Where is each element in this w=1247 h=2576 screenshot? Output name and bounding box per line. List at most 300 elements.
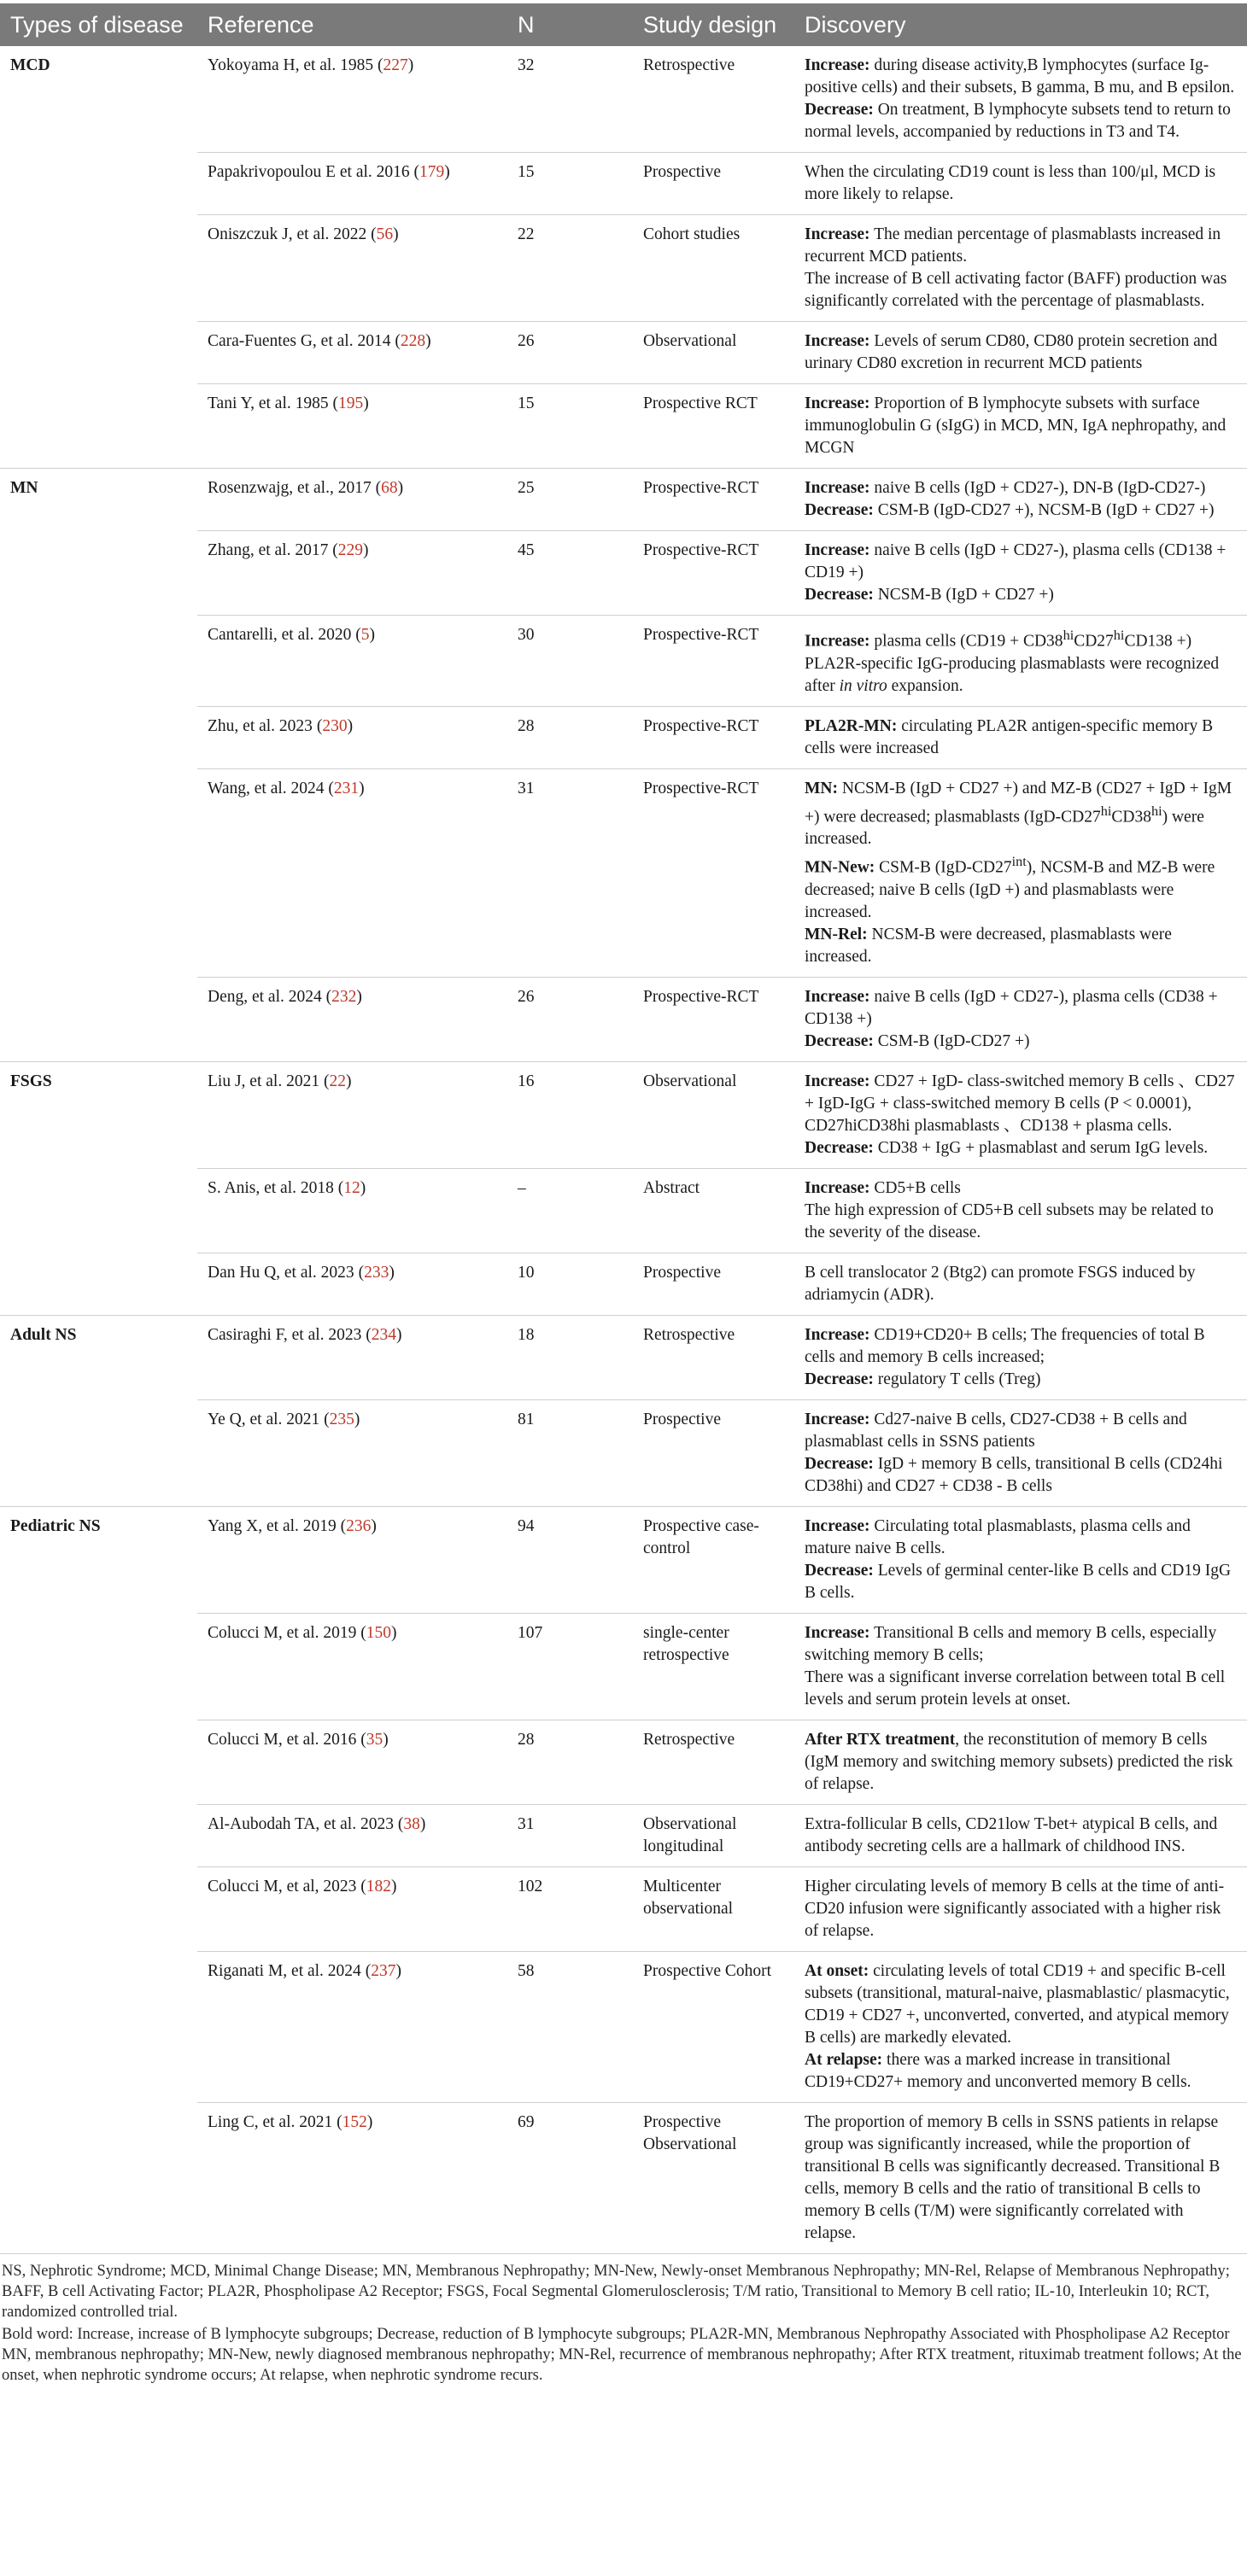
discovery-text: expansion. bbox=[887, 676, 963, 695]
header-types-of-disease: Types of disease bbox=[0, 3, 197, 46]
discovery-paragraph bbox=[805, 161, 1237, 206]
discovery-paragraph bbox=[805, 1729, 1237, 1796]
discovery-paragraph bbox=[805, 2112, 1237, 2245]
discovery-label: Increase: bbox=[805, 225, 870, 243]
discovery-paragraph bbox=[805, 99, 1237, 143]
sample-size-cell: 16 bbox=[507, 1061, 633, 1168]
discovery-paragraph bbox=[805, 584, 1237, 606]
discovery-label: Increase: bbox=[805, 394, 870, 412]
discovery-paragraph bbox=[805, 850, 1237, 924]
reference-cell: Cantarelli, et al. 2020 (5) bbox=[197, 616, 507, 707]
sample-size-cell: 10 bbox=[507, 1253, 633, 1315]
reference-text: Riganati M, et al. 2024 bbox=[208, 1961, 361, 1980]
study-design-cell: Abstract bbox=[633, 1168, 794, 1253]
discovery-cell bbox=[794, 531, 1247, 616]
discovery-cell bbox=[794, 384, 1247, 469]
reference-text: Ling C, et al. 2021 bbox=[208, 2112, 333, 2131]
reference-cell: Dan Hu Q, et al. 2023 (233) bbox=[197, 1253, 507, 1315]
citation-link[interactable]: 38 bbox=[403, 1814, 420, 1833]
study-design-cell: Prospective-RCT bbox=[633, 531, 794, 616]
discovery-paragraph bbox=[805, 540, 1237, 584]
reference-cell: Oniszczuk J, et al. 2022 (56) bbox=[197, 215, 507, 322]
sample-size-cell: – bbox=[507, 1168, 633, 1253]
discovery-text: Transitional B cells and memory B cells, especially switching memory B cells; bbox=[805, 1623, 1217, 1664]
citation-link[interactable]: 68 bbox=[381, 479, 398, 497]
sample-size-cell: 15 bbox=[507, 153, 633, 215]
discovery-cell bbox=[794, 1399, 1247, 1506]
reference-text: Papakrivopoulou E et al. 2016 bbox=[208, 163, 410, 181]
italic-text: in vitro bbox=[839, 676, 887, 695]
reference-cell: Yang X, et al. 2019 (236) bbox=[197, 1506, 507, 1613]
discovery-cell bbox=[794, 2102, 1247, 2253]
discovery-paragraph bbox=[805, 716, 1237, 760]
disease-type-cell bbox=[0, 1253, 197, 1315]
discovery-paragraph bbox=[805, 1516, 1237, 1560]
disease-type-cell bbox=[0, 616, 197, 707]
sample-size-cell: 32 bbox=[507, 46, 633, 153]
discovery-paragraph bbox=[805, 1876, 1237, 1942]
discovery-text: CD138 +) bbox=[1124, 632, 1192, 651]
sample-size-cell: 22 bbox=[507, 215, 633, 322]
reference-text: Colucci M, et al. 2016 bbox=[208, 1730, 357, 1749]
discovery-text: CSM-B (IgD-CD27 bbox=[875, 858, 1012, 877]
study-design-cell: Cohort studies bbox=[633, 215, 794, 322]
study-design-cell: Retrospective bbox=[633, 1720, 794, 1804]
sample-size-cell: 94 bbox=[507, 1506, 633, 1613]
reference-cell: Yokoyama H, et al. 1985 (227) bbox=[197, 46, 507, 153]
reference-text: Liu J, et al. 2021 bbox=[208, 1072, 320, 1090]
table-row bbox=[0, 616, 1247, 707]
disease-type-cell bbox=[0, 768, 197, 977]
study-design-cell: Prospective-RCT bbox=[633, 768, 794, 977]
table-row bbox=[0, 1061, 1247, 1168]
disease-type-cell: Pediatric NS bbox=[10, 1516, 101, 1535]
discovery-paragraph bbox=[805, 1560, 1237, 1604]
discovery-cell bbox=[794, 469, 1247, 531]
disease-type-cell: MCD bbox=[10, 56, 50, 74]
sample-size-cell: 25 bbox=[507, 469, 633, 531]
discovery-label: Decrease: bbox=[805, 101, 874, 119]
discovery-cell bbox=[794, 616, 1247, 707]
discovery-label: Increase: bbox=[805, 332, 870, 350]
reference-text: Zhang, et al. 2017 bbox=[208, 541, 329, 559]
discovery-text: naive B cells (IgD + CD27-), DN-B (IgD-CD27-) bbox=[869, 479, 1206, 497]
discovery-paragraph bbox=[805, 1031, 1237, 1053]
table-row bbox=[0, 1315, 1247, 1399]
table-row bbox=[0, 469, 1247, 531]
footnote-bold-words: Bold word: Increase, increase of B lymphocyte subgroups; Decrease, reduction of B lymphocyte subgroups; PLA2R-MN, Membranous Nephropathy Associated with Phospholipase A2 Receptor MN, membranous nephropathy; MN-New, newly diagnosed membranous nephropathy; MN-Rel, recurrence of membranous nephropathy; After RTX treatment, rituximab treatment follows; At the onset, when nephrotic syndrome occurs; At relapse, when nephrotic syndrome recurs. bbox=[2, 2325, 1242, 2384]
b-cell-subsets-table bbox=[0, 3, 1247, 2254]
disease-type-cell bbox=[0, 1720, 197, 1804]
reference-cell: Tani Y, et al. 1985 (195) bbox=[197, 384, 507, 469]
study-design-cell: Retrospective bbox=[633, 46, 794, 153]
discovery-paragraph bbox=[805, 477, 1237, 499]
reference-text: Yang X, et al. 2019 bbox=[208, 1516, 337, 1535]
discovery-label: PLA2R-MN: bbox=[805, 716, 898, 735]
disease-type-cell bbox=[0, 215, 197, 322]
discovery-cell bbox=[794, 768, 1247, 977]
discovery-text: CSM-B (IgD-CD27 +), NCSM-B (IgD + CD27 +) bbox=[873, 501, 1215, 519]
table-row bbox=[0, 1866, 1247, 1951]
discovery-text: CD27 + IgD- class-switched memory B cells 、CD27 + IgD-IgG + class-switched memory B cells (P < 0.0001), CD27hiCD38hi plasmablasts 、CD138 + plasma cells. bbox=[805, 1072, 1235, 1135]
study-design-cell: Prospective bbox=[633, 1399, 794, 1506]
discovery-cell bbox=[794, 1061, 1247, 1168]
discovery-text: Higher circulating levels of memory B cells at the time of anti-CD20 infusion were significantly associated with a higher risk of relapse. bbox=[805, 1877, 1225, 1940]
superscript: hi bbox=[1113, 628, 1125, 643]
discovery-text: naive B cells (IgD + CD27-), plasma cells (CD38 + CD138 +) bbox=[805, 987, 1218, 1028]
discovery-cell bbox=[794, 215, 1247, 322]
discovery-label: Increase: bbox=[805, 1516, 870, 1535]
sample-size-cell: 45 bbox=[507, 531, 633, 616]
discovery-label: Decrease: bbox=[805, 1561, 874, 1580]
discovery-text: NCSM-B (IgD + CD27 +) and MZ-B (CD27 + IgD + IgM +) were decreased; plasmablasts (IgD-CD27 bbox=[805, 779, 1232, 826]
sample-size-cell: 81 bbox=[507, 1399, 633, 1506]
discovery-paragraph bbox=[805, 1409, 1237, 1453]
discovery-text: CD19+CD20+ B cells; The frequencies of total B cells and memory B cells increased; bbox=[805, 1325, 1205, 1366]
discovery-text: Levels of germinal center-like B cells and CD19 IgG B cells. bbox=[805, 1561, 1232, 1602]
citation-link[interactable]: 35 bbox=[366, 1730, 383, 1749]
discovery-text: NCSM-B were decreased, plasmablasts were increased. bbox=[805, 925, 1172, 966]
reference-cell: Rosenzwajg, et al., 2017 (68) bbox=[197, 469, 507, 531]
study-design-cell: Prospective bbox=[633, 1253, 794, 1315]
citation-link[interactable]: 230 bbox=[322, 716, 348, 735]
study-design-cell: single-center retrospective bbox=[633, 1613, 794, 1720]
study-design-cell: Observational longitudinal bbox=[633, 1804, 794, 1866]
citation-link[interactable]: 56 bbox=[376, 225, 394, 243]
disease-type-cell bbox=[0, 1804, 197, 1866]
table-row bbox=[0, 1720, 1247, 1804]
discovery-paragraph bbox=[805, 224, 1237, 268]
footnote-abbreviations: NS, Nephrotic Syndrome; MCD, Minimal Change Disease; MN, Membranous Nephropathy; MN-New, Newly-onset Membranous Nephropathy; MN-Rel, Relapse of Membranous Nephropathy; BAFF, B cell Activating Factor; PLA2R, Phospholipase A2 Receptor; FSGS, Focal Segmental Glomerulosclerosis; T/M ratio, Transitional to Memory B cell ratio; IL-10, Interleukin 10; RCT, randomized controlled trial. bbox=[2, 2262, 1230, 2321]
citation-link[interactable]: 237 bbox=[371, 1961, 396, 1980]
table-row bbox=[0, 215, 1247, 322]
discovery-text: during disease activity,B lymphocytes (surface Ig-positive cells) and their subsets, B gamma, B mu, and B epsilon. bbox=[805, 56, 1235, 96]
sample-size-cell: 31 bbox=[507, 1804, 633, 1866]
citation-link[interactable]: 231 bbox=[333, 779, 360, 797]
discovery-paragraph bbox=[805, 1814, 1237, 1858]
discovery-text: NCSM-B (IgD + CD27 +) bbox=[873, 586, 1054, 604]
discovery-label: Increase: bbox=[805, 479, 870, 497]
reference-text: Al-Aubodah TA, et al. 2023 bbox=[208, 1814, 394, 1833]
citation-link[interactable]: 22 bbox=[329, 1072, 346, 1090]
discovery-paragraph bbox=[805, 1200, 1237, 1244]
discovery-label: Decrease: bbox=[805, 586, 874, 604]
reference-cell: Colucci M, et al. 2019 (150) bbox=[197, 1613, 507, 1720]
discovery-cell bbox=[794, 1720, 1247, 1804]
sample-size-cell: 28 bbox=[507, 706, 633, 768]
citation-link[interactable]: 228 bbox=[400, 332, 426, 350]
sample-size-cell: 31 bbox=[507, 768, 633, 977]
study-design-cell: Retrospective bbox=[633, 1315, 794, 1399]
discovery-paragraph bbox=[805, 1071, 1237, 1137]
table-row bbox=[0, 977, 1247, 1061]
discovery-paragraph bbox=[805, 1177, 1237, 1200]
study-design-cell: Observational bbox=[633, 1061, 794, 1168]
disease-type-cell bbox=[0, 1168, 197, 1253]
table-row bbox=[0, 153, 1247, 215]
discovery-label: Increase: bbox=[805, 987, 870, 1006]
reference-text: Yokoyama H, et al. 1985 bbox=[208, 56, 374, 74]
discovery-text: When the circulating CD19 count is less than 100/μl, MCD is more likely to relapse. bbox=[805, 163, 1216, 203]
sample-size-cell: 26 bbox=[507, 977, 633, 1061]
reference-text: Cantarelli, et al. 2020 bbox=[208, 626, 352, 644]
header-reference: Reference bbox=[197, 3, 507, 46]
table-row bbox=[0, 2102, 1247, 2253]
sample-size-cell: 15 bbox=[507, 384, 633, 469]
discovery-label: Decrease: bbox=[805, 1031, 874, 1050]
citation-link[interactable]: 233 bbox=[364, 1263, 389, 1282]
discovery-paragraph bbox=[805, 1960, 1237, 2049]
discovery-label: Increase: bbox=[805, 1178, 870, 1197]
discovery-text: There was a significant inverse correlation between total B cell levels and serum protein levels at onset. bbox=[805, 1668, 1226, 1709]
discovery-text: regulatory T cells (Treg) bbox=[873, 1370, 1041, 1388]
discovery-label: Increase: bbox=[805, 56, 870, 74]
disease-type-cell bbox=[0, 977, 197, 1061]
discovery-label: At relapse: bbox=[805, 2050, 883, 2069]
table-row bbox=[0, 706, 1247, 768]
reference-cell: Zhu, et al. 2023 (230) bbox=[197, 706, 507, 768]
table-row bbox=[0, 384, 1247, 469]
reference-text: Cara-Fuentes G, et al. 2014 bbox=[208, 332, 391, 350]
table-row bbox=[0, 531, 1247, 616]
discovery-paragraph bbox=[805, 1137, 1237, 1159]
header-n: N bbox=[507, 3, 633, 46]
table-row bbox=[0, 1613, 1247, 1720]
discovery-text: there was a marked increase in transitional CD19+CD27+ memory and unconverted memory B cells. bbox=[805, 2050, 1191, 2091]
discovery-label: Decrease: bbox=[805, 1454, 874, 1473]
discovery-text: circulating levels of total CD19 + and specific B-cell subsets (transitional, matural-naive, plasmablastic/ plasmacytic, CD19 + CD27 +, unconverted, converted, and atypical memory B cells) are markedly elevated. bbox=[805, 1961, 1230, 2047]
disease-type-cell bbox=[0, 384, 197, 469]
disease-type-cell: Adult NS bbox=[10, 1325, 77, 1344]
discovery-label: Increase: bbox=[805, 1325, 870, 1344]
header-row bbox=[0, 3, 1247, 46]
sample-size-cell: 102 bbox=[507, 1866, 633, 1951]
discovery-text: IgD + memory B cells, transitional B cells (CD24hi CD38hi) and CD27 + CD38 - B cells bbox=[805, 1454, 1223, 1495]
discovery-paragraph bbox=[805, 653, 1237, 698]
reference-cell: Liu J, et al. 2021 (22) bbox=[197, 1061, 507, 1168]
discovery-text: ) were increased. bbox=[805, 808, 1204, 848]
citation-link[interactable]: 229 bbox=[337, 541, 363, 559]
superscript: int bbox=[1011, 854, 1027, 869]
table-footnotes bbox=[0, 2254, 1247, 2386]
reference-text: Zhu, et al. 2023 bbox=[208, 716, 313, 735]
citation-link[interactable]: 150 bbox=[366, 1623, 392, 1642]
discovery-text: Levels of serum CD80, CD80 protein secretion and urinary CD80 excretion in recurrent MCD patients bbox=[805, 332, 1218, 372]
study-design-cell: Observational bbox=[633, 322, 794, 384]
discovery-paragraph bbox=[805, 55, 1237, 99]
reference-cell: Riganati M, et al. 2024 (237) bbox=[197, 1951, 507, 2102]
reference-text: Tani Y, et al. 1985 bbox=[208, 394, 329, 412]
discovery-text: , the reconstitution of memory B cells (IgM memory and switching memory subsets) predicted the risk of relapse. bbox=[805, 1730, 1233, 1793]
citation-link[interactable]: 234 bbox=[371, 1325, 397, 1344]
table-row bbox=[0, 1399, 1247, 1506]
disease-type-cell bbox=[0, 322, 197, 384]
discovery-cell bbox=[794, 706, 1247, 768]
citation-link[interactable]: 232 bbox=[331, 987, 357, 1006]
discovery-text: naive B cells (IgD + CD27-), plasma cells (CD138 + CD19 +) bbox=[805, 541, 1227, 581]
reference-cell: Deng, et al. 2024 (232) bbox=[197, 977, 507, 1061]
study-design-cell: Prospective-RCT bbox=[633, 469, 794, 531]
study-design-cell: Prospective case-control bbox=[633, 1506, 794, 1613]
table-row bbox=[0, 768, 1247, 977]
reference-text: Ye Q, et al. 2021 bbox=[208, 1410, 320, 1428]
table-row bbox=[0, 46, 1247, 153]
study-design-cell: Prospective Cohort bbox=[633, 1951, 794, 2102]
reference-cell: Cara-Fuentes G, et al. 2014 (228) bbox=[197, 322, 507, 384]
discovery-text: CD5+B cells bbox=[869, 1178, 961, 1197]
table-row bbox=[0, 1951, 1247, 2102]
discovery-label: Decrease: bbox=[805, 501, 874, 519]
reference-text: Colucci M, et al, 2023 bbox=[208, 1877, 357, 1895]
header-study-design: Study design bbox=[633, 3, 794, 46]
table-row bbox=[0, 1804, 1247, 1866]
discovery-cell bbox=[794, 1168, 1247, 1253]
disease-type-cell bbox=[0, 706, 197, 768]
sample-size-cell: 26 bbox=[507, 322, 633, 384]
reference-cell: Al-Aubodah TA, et al. 2023 (38) bbox=[197, 1804, 507, 1866]
discovery-cell bbox=[794, 1315, 1247, 1399]
superscript: hi bbox=[1150, 803, 1162, 819]
reference-text: Wang, et al. 2024 bbox=[208, 779, 325, 797]
sample-size-cell: 28 bbox=[507, 1720, 633, 1804]
discovery-paragraph bbox=[805, 1324, 1237, 1369]
discovery-paragraph bbox=[805, 986, 1237, 1031]
sample-size-cell: 107 bbox=[507, 1613, 633, 1720]
reference-text: Rosenzwajg, et al., 2017 bbox=[208, 479, 372, 497]
discovery-paragraph bbox=[805, 1667, 1237, 1711]
discovery-cell bbox=[794, 1866, 1247, 1951]
study-design-cell: Prospective-RCT bbox=[633, 706, 794, 768]
reference-text: Dan Hu Q, et al. 2023 bbox=[208, 1263, 354, 1282]
discovery-cell bbox=[794, 1506, 1247, 1613]
citation-link[interactable]: 236 bbox=[346, 1516, 372, 1535]
discovery-text: On treatment, B lymphocyte subsets tend to return to normal levels, accompanied by reductions in T3 and T4. bbox=[805, 101, 1231, 141]
reference-cell: Colucci M, et al. 2016 (35) bbox=[197, 1720, 507, 1804]
discovery-text: CD38 bbox=[1111, 808, 1151, 826]
discovery-text: circulating PLA2R antigen-specific memory B cells were increased bbox=[805, 716, 1214, 757]
citation-link[interactable]: 182 bbox=[366, 1877, 392, 1895]
discovery-text: CSM-B (IgD-CD27 +) bbox=[873, 1031, 1030, 1050]
discovery-label: After RTX treatment bbox=[805, 1730, 956, 1749]
study-design-cell: Prospective Observational bbox=[633, 2102, 794, 2253]
discovery-paragraph bbox=[805, 393, 1237, 459]
discovery-label: Decrease: bbox=[805, 1138, 874, 1157]
study-design-cell: Prospective-RCT bbox=[633, 977, 794, 1061]
table-row bbox=[0, 1253, 1247, 1315]
reference-cell: Papakrivopoulou E et al. 2016 (179) bbox=[197, 153, 507, 215]
study-design-cell: Prospective bbox=[633, 153, 794, 215]
reference-cell: Colucci M, et al, 2023 (182) bbox=[197, 1866, 507, 1951]
citation-link[interactable]: 227 bbox=[383, 56, 408, 74]
table-row bbox=[0, 322, 1247, 384]
discovery-text: The increase of B cell activating factor (BAFF) production was significantly correlated with the percentage of plasmablasts. bbox=[805, 270, 1227, 310]
sample-size-cell: 69 bbox=[507, 2102, 633, 2253]
study-design-cell: Multicenter observational bbox=[633, 1866, 794, 1951]
sample-size-cell: 18 bbox=[507, 1315, 633, 1399]
superscript: hi bbox=[1100, 803, 1112, 819]
reference-text: Casiraghi F, et al. 2023 bbox=[208, 1325, 362, 1344]
discovery-label: Increase: bbox=[805, 541, 870, 559]
header-discovery: Discovery bbox=[794, 3, 1247, 46]
sample-size-cell: 30 bbox=[507, 616, 633, 707]
discovery-cell bbox=[794, 977, 1247, 1061]
discovery-cell bbox=[794, 1804, 1247, 1866]
sample-size-cell: 58 bbox=[507, 1951, 633, 2102]
study-design-cell: Prospective-RCT bbox=[633, 616, 794, 707]
reference-text: Oniszczuk J, et al. 2022 bbox=[208, 225, 367, 243]
discovery-text: plasma cells (CD19 + CD38 bbox=[869, 632, 1063, 651]
table-row bbox=[0, 1506, 1247, 1613]
discovery-text: CD38 + IgG + plasmablast and serum IgG levels. bbox=[873, 1138, 1209, 1157]
discovery-label: Increase: bbox=[805, 1072, 870, 1090]
reference-cell: Casiraghi F, et al. 2023 (234) bbox=[197, 1315, 507, 1399]
discovery-label: MN: bbox=[805, 779, 838, 797]
disease-type-cell bbox=[0, 1399, 197, 1506]
discovery-text: Circulating total plasmablasts, plasma cells and mature naive B cells. bbox=[805, 1516, 1191, 1557]
disease-type-cell bbox=[0, 153, 197, 215]
citation-link[interactable]: 195 bbox=[338, 394, 364, 412]
discovery-paragraph bbox=[805, 1453, 1237, 1498]
discovery-paragraph bbox=[805, 1369, 1237, 1391]
discovery-paragraph bbox=[805, 2049, 1237, 2094]
discovery-label: Increase: bbox=[805, 1410, 870, 1428]
reference-text: S. Anis, et al. 2018 bbox=[208, 1178, 334, 1197]
reference-cell: Ye Q, et al. 2021 (235) bbox=[197, 1399, 507, 1506]
discovery-label: Increase: bbox=[805, 632, 870, 651]
disease-type-cell bbox=[0, 1613, 197, 1720]
discovery-paragraph bbox=[805, 268, 1237, 313]
disease-type-cell bbox=[0, 2102, 197, 2253]
reference-cell: Ling C, et al. 2021 (152) bbox=[197, 2102, 507, 2253]
disease-type-cell: FSGS bbox=[10, 1072, 52, 1090]
disease-type-cell bbox=[0, 1951, 197, 2102]
discovery-cell bbox=[794, 1613, 1247, 1720]
discovery-paragraph bbox=[805, 330, 1237, 375]
discovery-text: PLA2R-specific IgG-producing plasmablasts were recognized after bbox=[805, 654, 1220, 695]
citation-link[interactable]: 235 bbox=[329, 1410, 354, 1428]
discovery-paragraph bbox=[805, 1262, 1237, 1306]
disease-type-cell: MN bbox=[10, 479, 38, 497]
discovery-label: Increase: bbox=[805, 1623, 870, 1642]
discovery-text: B cell translocator 2 (Btg2) can promote FSGS induced by adriamycin (ADR). bbox=[805, 1263, 1196, 1304]
citation-link[interactable]: 12 bbox=[343, 1178, 360, 1197]
discovery-paragraph bbox=[805, 499, 1237, 522]
citation-link[interactable]: 179 bbox=[419, 163, 445, 181]
discovery-label: MN-Rel: bbox=[805, 925, 868, 943]
discovery-paragraph bbox=[805, 1622, 1237, 1667]
reference-text: Colucci M, et al. 2019 bbox=[208, 1623, 357, 1642]
disease-type-cell bbox=[0, 531, 197, 616]
discovery-label: Decrease: bbox=[805, 1370, 874, 1388]
discovery-label: At onset: bbox=[805, 1961, 869, 1980]
citation-link[interactable]: 5 bbox=[360, 626, 370, 644]
disease-type-cell bbox=[0, 1866, 197, 1951]
discovery-cell bbox=[794, 153, 1247, 215]
discovery-paragraph bbox=[805, 624, 1237, 653]
reference-text: Deng, et al. 2024 bbox=[208, 987, 322, 1006]
discovery-cell bbox=[794, 322, 1247, 384]
discovery-paragraph bbox=[805, 924, 1237, 968]
discovery-text: ), NCSM-B and MZ-B were decreased; naive B cells (IgD +) and plasmablasts were increased. bbox=[805, 858, 1215, 921]
study-design-cell: Prospective RCT bbox=[633, 384, 794, 469]
citation-link[interactable]: 152 bbox=[342, 2112, 367, 2131]
discovery-cell bbox=[794, 46, 1247, 153]
discovery-text: The proportion of memory B cells in SSNS patients in relapse group was significantly increased, while the proportion of transitional B cells was significantly decreased. Transitional B cells, memory B cells and the ratio of transitional B cells to memory B cells (T/M) were significantly correlated with relapse. bbox=[805, 2112, 1221, 2242]
discovery-text: Cd27-naive B cells, CD27-CD38 + B cells and plasmablast cells in SSNS patients bbox=[805, 1410, 1187, 1451]
discovery-text: The high expression of CD5+B cell subsets may be related to the severity of the disease. bbox=[805, 1200, 1214, 1241]
table-row bbox=[0, 1168, 1247, 1253]
reference-cell: Wang, et al. 2024 (231) bbox=[197, 768, 507, 977]
